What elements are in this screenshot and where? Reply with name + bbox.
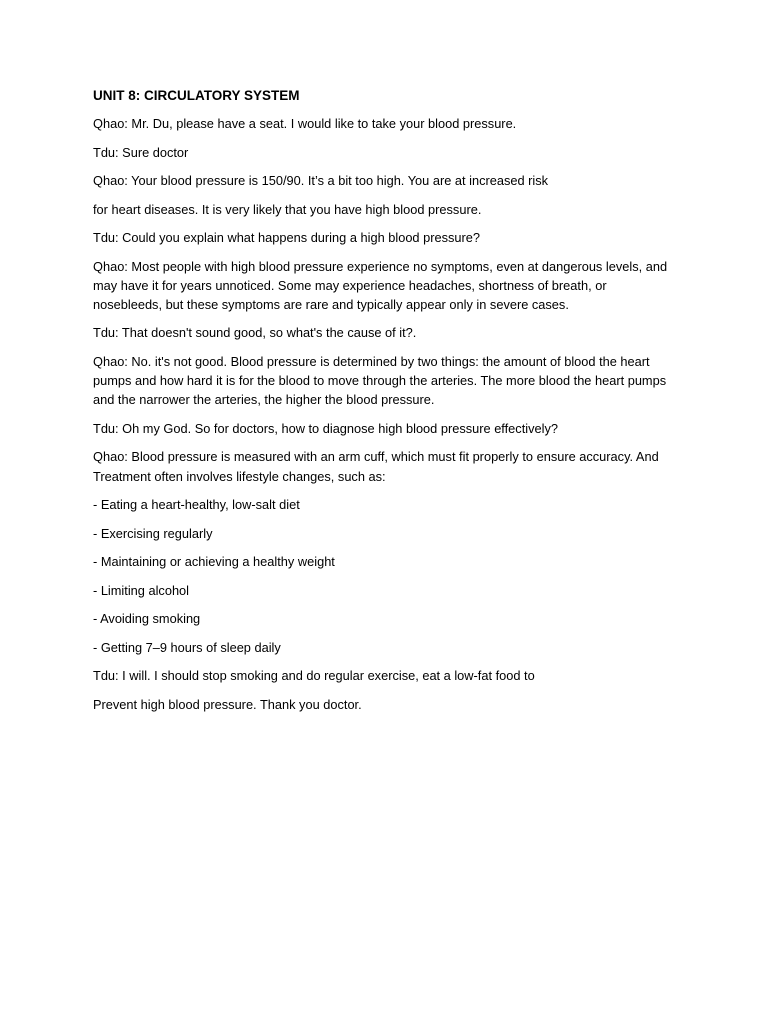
document-page: [93, 86, 678, 723]
dialogue-line: Prevent high blood pressure. Thank you doctor.: [93, 696, 362, 712]
list-item: - Limiting alcohol: [93, 582, 190, 598]
dialogue-line: Qhao: Mr. Du, please have a seat. I would like to take your blood pressure.: [93, 116, 517, 131]
dialogue-line: for heart diseases. It is very likely that you have high blood pressure.: [93, 201, 482, 217]
dialogue-line: Qhao: Most people with high blood pressure experience no symptoms, even at dangerous levels, and may have it for years unnoticed. Some may experience headaches, shortness of breath, or nosebleeds, but these symptoms are rare and typically appear only in severe cases.: [93, 258, 668, 312]
list-item: - Exercising regularly: [93, 525, 213, 541]
list-item: - Avoiding smoking: [93, 611, 201, 627]
dialogue-line: Tdu: Could you explain what happens during a high blood pressure?: [93, 230, 481, 245]
dialogue-line: Tdu: Oh my God. So for doctors, how to diagnose high blood pressure effectively?: [93, 420, 558, 436]
dialogue-line: Qhao: Blood pressure is measured with an arm cuff, which must fit properly to ensure accuracy. And Treatment often involves lifestyle changes, such as:: [93, 449, 659, 484]
list-item: - Eating a heart-healthy, low-salt diet: [93, 497, 300, 513]
page-title: UNIT 8: CIRCULATORY SYSTEM: [93, 88, 300, 103]
dialogue-line: Qhao: Your blood pressure is 150/90. It’s a bit too high. You are at increased risk: [93, 173, 549, 188]
dialogue-line: Tdu: Sure doctor: [93, 144, 189, 160]
list-item: - Maintaining or achieving a healthy weight: [93, 554, 335, 570]
dialogue-line: Qhao: No. it's not good. Blood pressure is determined by two things: the amount of blood the heart pumps and how hard it is for the blood to move through the arteries. The more blood the heart pumps and the narrower the arteries, the higher the blood pressure.: [93, 353, 667, 408]
list-item: - Getting 7–9 hours of sleep daily: [93, 639, 281, 655]
dialogue-line: Tdu: I will. I should stop smoking and do regular exercise, eat a low-fat food to: [93, 668, 535, 684]
dialogue-line: Tdu: That doesn't sound good, so what's the cause of it?.: [93, 325, 417, 341]
